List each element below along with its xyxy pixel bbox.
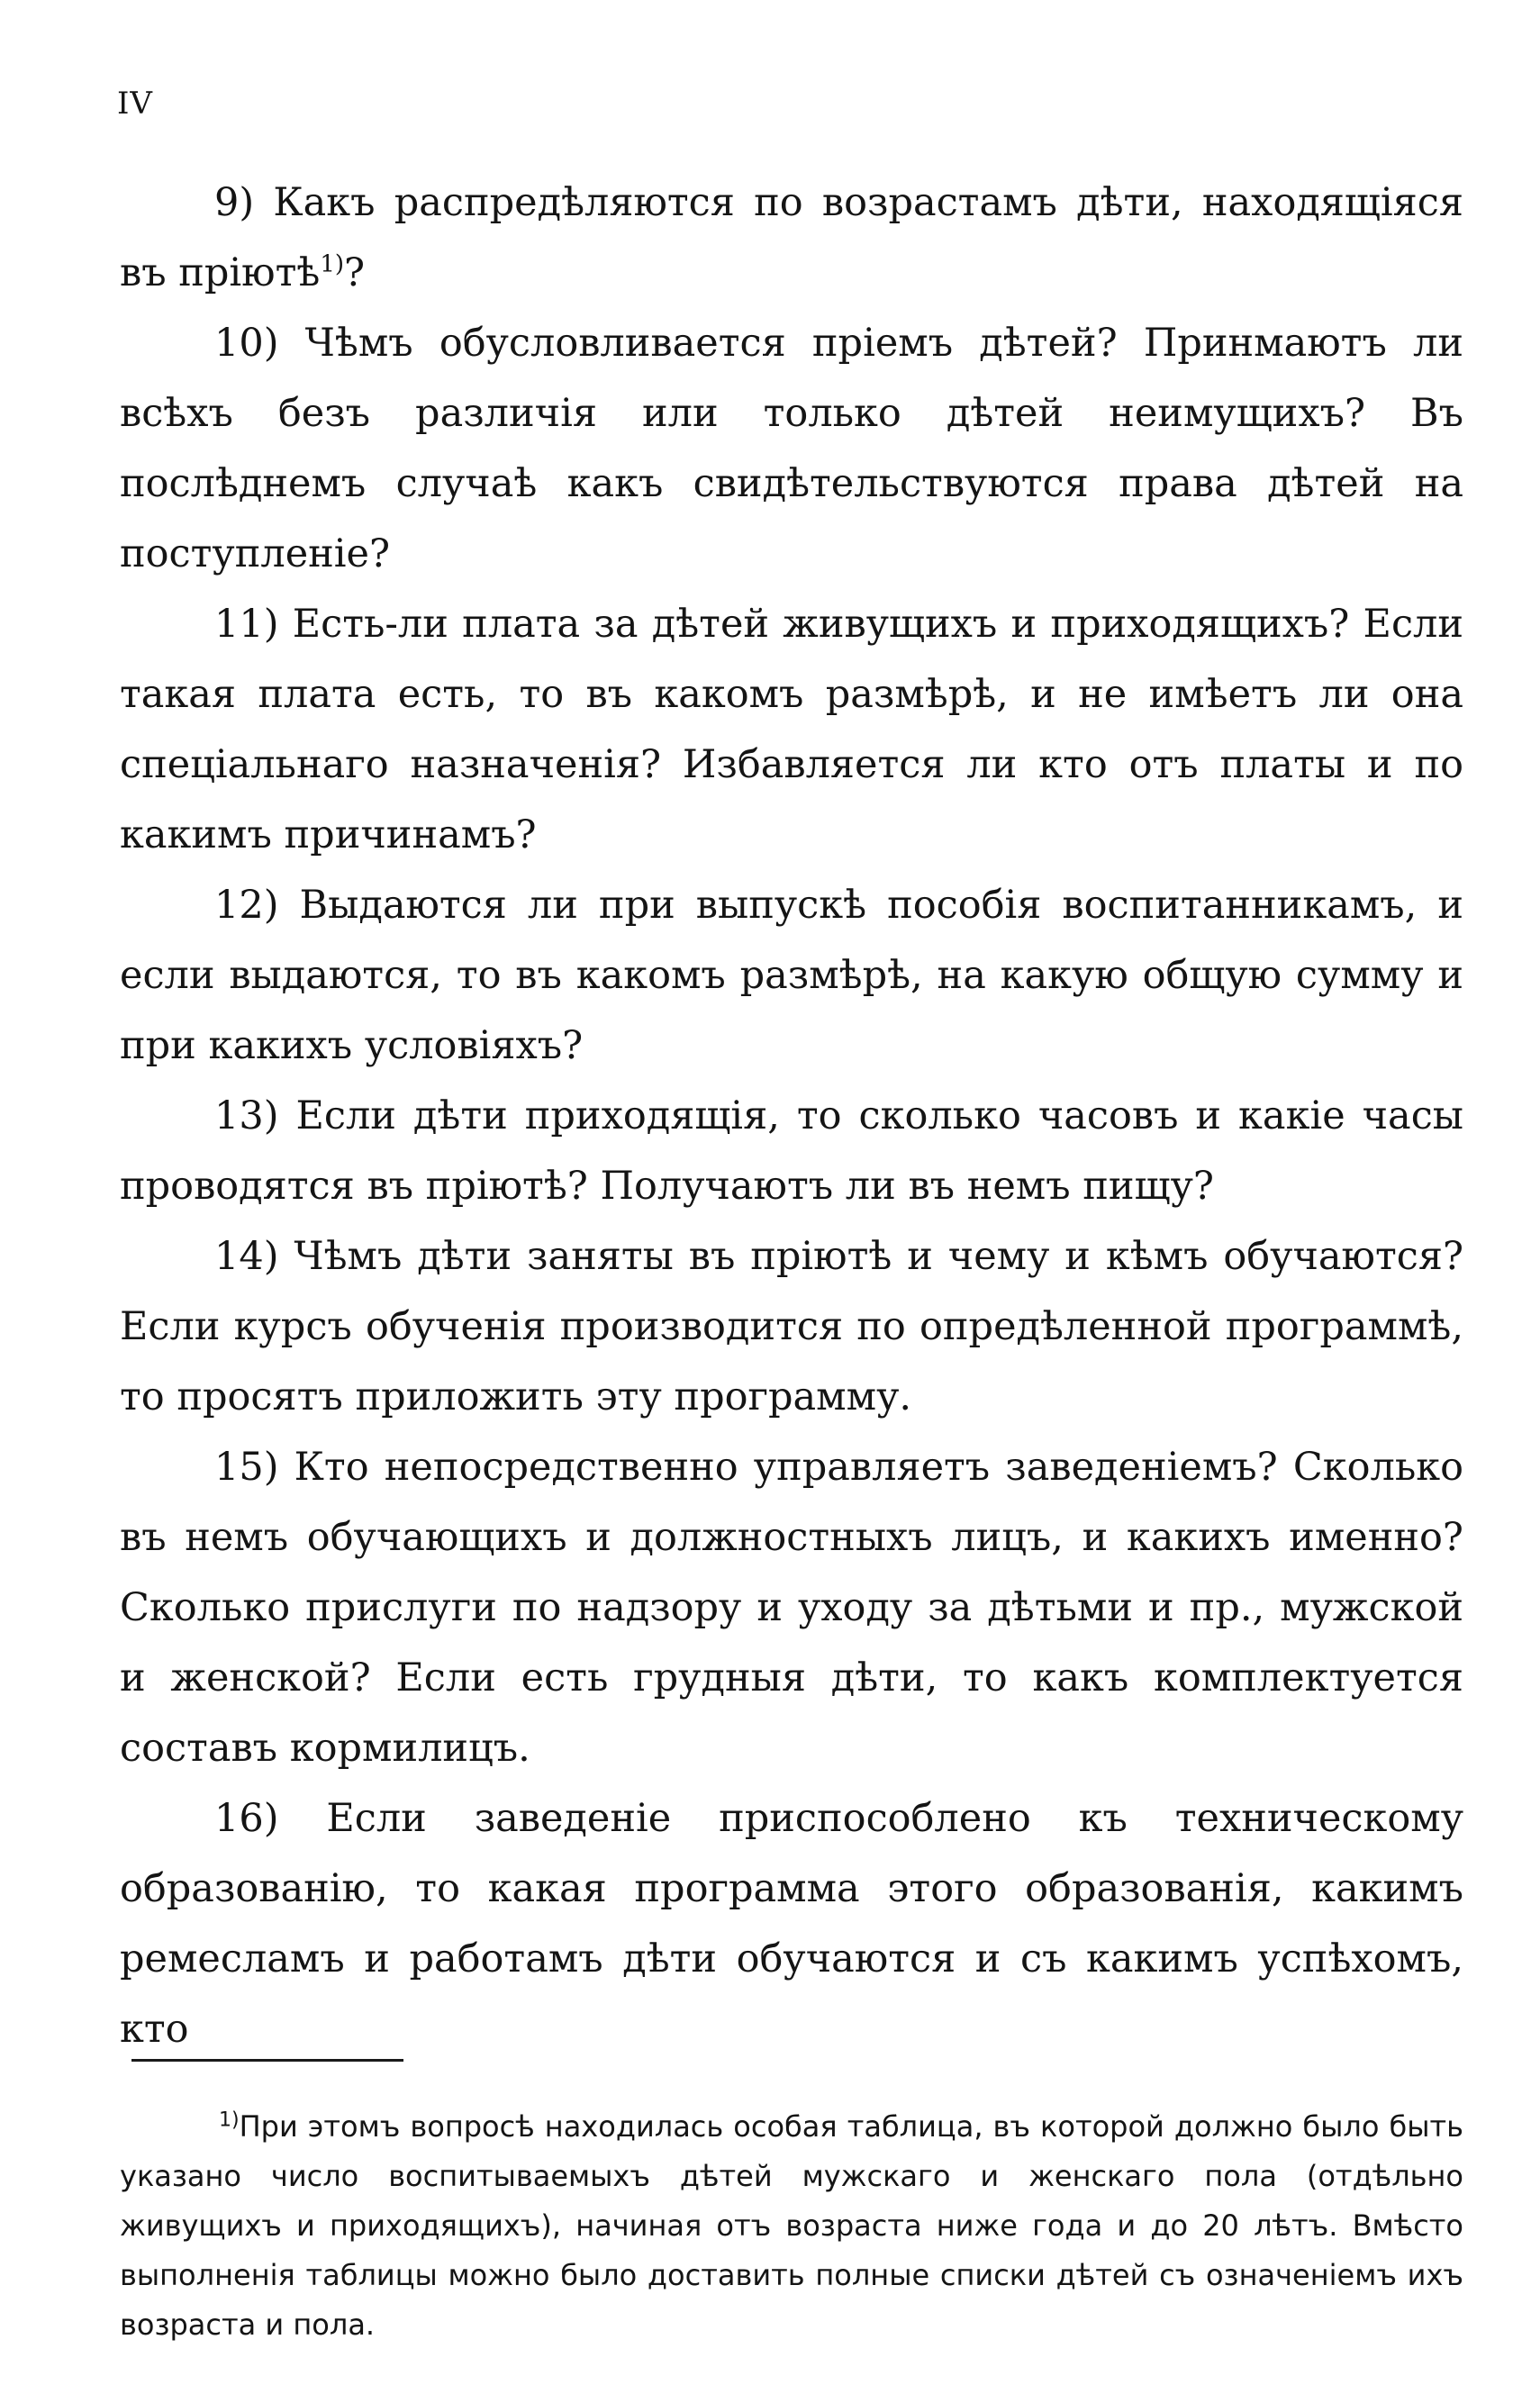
paragraph-question-9 [120,168,1463,308]
footnote-divider [131,2059,403,2062]
footnote-reference: 1) [320,250,345,278]
paragraph-question-12: 12) Выдаются ли при выпускѣ пособія воспитанникамъ, и если выдаются, то въ какомъ размѣрѣ, на какую общую сумму и при какихъ условіяхъ? [120,883,1463,1068]
paragraph-question-14: 14) Чѣмъ дѣти заняты въ пріютѣ и чему и кѣмъ обучаются? Если курсъ обученія производится по опредѣленной программѣ, то просятъ приложить эту программу. [120,1234,1463,1419]
paragraph-punctuation: ? [344,250,366,295]
paragraph-question-10: 10) Чѣмъ обусловливается пріемъ дѣтей? Принмаютъ ли всѣхъ безъ различія или только дѣтей неимущихъ? Въ послѣднемъ случаѣ какъ свидѣтельствуются права дѣтей на поступленіе? [120,321,1463,576]
footnote-marker: 1) [219,2108,240,2132]
paragraph-question-13: 13) Если дѣти приходящія, то сколько часовъ и какіе часы проводятся въ пріютѣ? Получаютъ ли въ немъ пищу? [120,1093,1463,1209]
footnote-text: При этомъ вопросѣ находилась особая таблица, въ которой должно было быть указано число воспитываемыхъ дѣтей мужскаго и женскаго пола (отдѣльно живущихъ и приходящихъ), начиная отъ возраста ниже года и до 20 лѣтъ. Вмѣсто выполненія таблицы можно было доставить полные списки дѣтей съ означеніемъ ихъ возраста и пола. [120,2109,1463,2342]
page-number: IV [117,86,153,122]
main-text [120,168,1463,2064]
paragraph-question-15: 15) Кто непосредственно управляетъ заведеніемъ? Сколько въ немъ обучающихъ и должностныхъ лицъ, и какихъ именно? Сколько прислуги по надзору и уходу за дѣтьми и пр., мужской и женской? Если есть грудныя дѣти, то какъ комплектуется составъ кормилицъ. [120,1445,1463,1771]
paragraph-text: 9) Какъ распредѣляются по возрастамъ дѣти, находящіяся въ пріютѣ [120,180,1463,295]
paragraph-question-11: 11) Есть-ли плата за дѣтей живущихъ и приходящихъ? Если такая плата есть, то въ какомъ размѣрѣ, и не имѣетъ ли она спеціальнаго назначенія? Избавляется ли кто отъ платы и по какимъ причинамъ? [120,602,1463,857]
footnote [120,2102,1463,2350]
paragraph-question-16: 16) Если заведеніе приспособлено къ техническому образованію, то какая программа этого образованія, какимъ ремесламъ и работамъ дѣти обучаются и съ какимъ успѣхомъ, кто [120,1796,1463,2052]
